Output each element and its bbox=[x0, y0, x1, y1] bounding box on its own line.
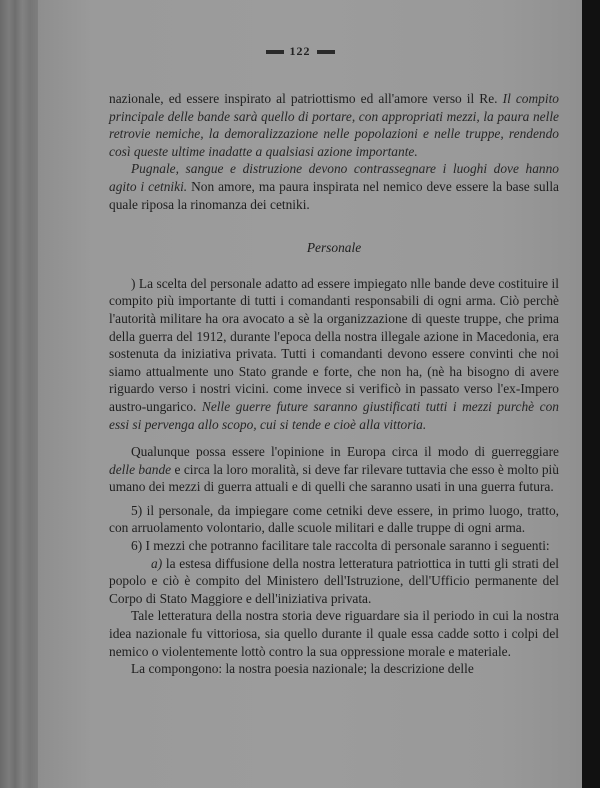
text-run: e circa la loro moralità, si deve far rilevare tuttavia che esso è molto più umano dei mezzi di guerra attuali e di quelli che saranno usati in una guerra futura. bbox=[109, 461, 559, 495]
text-run: la estesa diffusione della nostra letteratura patriottica in tutti gli strati del popolo e ciò è compito del Ministero dell'Istruzione, dell'Ufficio permanente del Corpo di Stato Maggiore e dell'iniziativa privata. bbox=[109, 555, 559, 606]
page-number: 122 bbox=[289, 44, 311, 58]
italic-text-run: a) bbox=[151, 555, 163, 571]
text-run: Qualunque possa essere l'opinione in Europa circa il modo di guerreggiare bbox=[131, 444, 559, 460]
paragraph bbox=[109, 160, 559, 213]
italic-text-run: delle bande bbox=[109, 461, 172, 477]
italic-text-run: Il compito principale delle bande sarà quello di portare, con appropriati mezzi, la paura nelle retrovie nemiche, la demoralizzazione nelle popolazioni e nelle truppe, rendendo così queste ultime inadatte a qualsiasi azione importante. bbox=[109, 91, 560, 159]
paragraph bbox=[109, 275, 559, 433]
paragraph bbox=[109, 660, 559, 678]
text-run: Non amore, ma paura inspirata nel nemico deve essere la base sulla quale riposa la rinomanza dei cetniki. bbox=[109, 178, 559, 212]
paragraph bbox=[109, 443, 559, 496]
section-heading: Personale bbox=[306, 240, 362, 256]
numbered-paragraph bbox=[109, 537, 559, 555]
header-ornament-left bbox=[266, 50, 284, 54]
numbered-paragraph bbox=[109, 502, 559, 537]
italic-text-run: Pugnale, sangue e distruzione devono contrassegnare i luoghi dove hanno agito i cetniki. bbox=[109, 161, 559, 194]
text-run: 5) il personale, da impiegare come cetniki deve essere, in primo luogo, tratto, con arruolamento volontario, dalle scuole militari e dalle truppe di ogni arma. bbox=[109, 502, 559, 536]
text-run: nazionale, ed essere inspirato al patriottismo ed all'amore verso il Re. bbox=[109, 91, 503, 106]
paragraph bbox=[109, 607, 559, 660]
running-header bbox=[0, 44, 600, 59]
text-run: ) La scelta del personale adatto ad essere impiegato nlle bande deve costituire il compito più importante di tutti i comandanti responsabili di ogni arma. Ciò perchè l'autorità militare ha ora avocato a sè la organizzazione di queste truppe, che prima della guerra del 1912, durante l'epoca della nostra illegale azione in Macedonia, era sostenuta da iniziativa privata. Tutti i comandanti devono essere convinti che noi siamo attualmente uno Stato grande e forte, che non ha, (nè ha bisogno di avere riguardo verso i nostri vicini. come invece si verificò in passato verso l'ex-Impero austro-ungarico. bbox=[109, 275, 559, 414]
text-run: 6) I mezzi che potranno facilitare tale raccolta di personale saranno i seguenti: bbox=[131, 538, 550, 554]
page-edge-shadow bbox=[582, 0, 600, 788]
text-run: Tale letteratura della nostra storia deve riguardare sia il periodo in cui la nostra idea nazionale fu vittoriosa, sia quello durante il quale essa cadde sotto i colpi del nemico o violentemente lottò contro la sua oppressione morale e materiale. bbox=[109, 608, 559, 659]
header-ornament-right bbox=[317, 50, 335, 54]
paragraph bbox=[109, 90, 559, 160]
italic-text-run: Nelle guerre future saranno giustificati tutti i mezzi purchè con essi si pervenga allo scopo, cui si tende e cioè alla vittoria. bbox=[109, 398, 559, 432]
body-text bbox=[109, 90, 559, 678]
text-run: La compongono: la nostra poesia nazionale; la descrizione delle bbox=[131, 661, 474, 677]
list-item bbox=[109, 555, 559, 608]
